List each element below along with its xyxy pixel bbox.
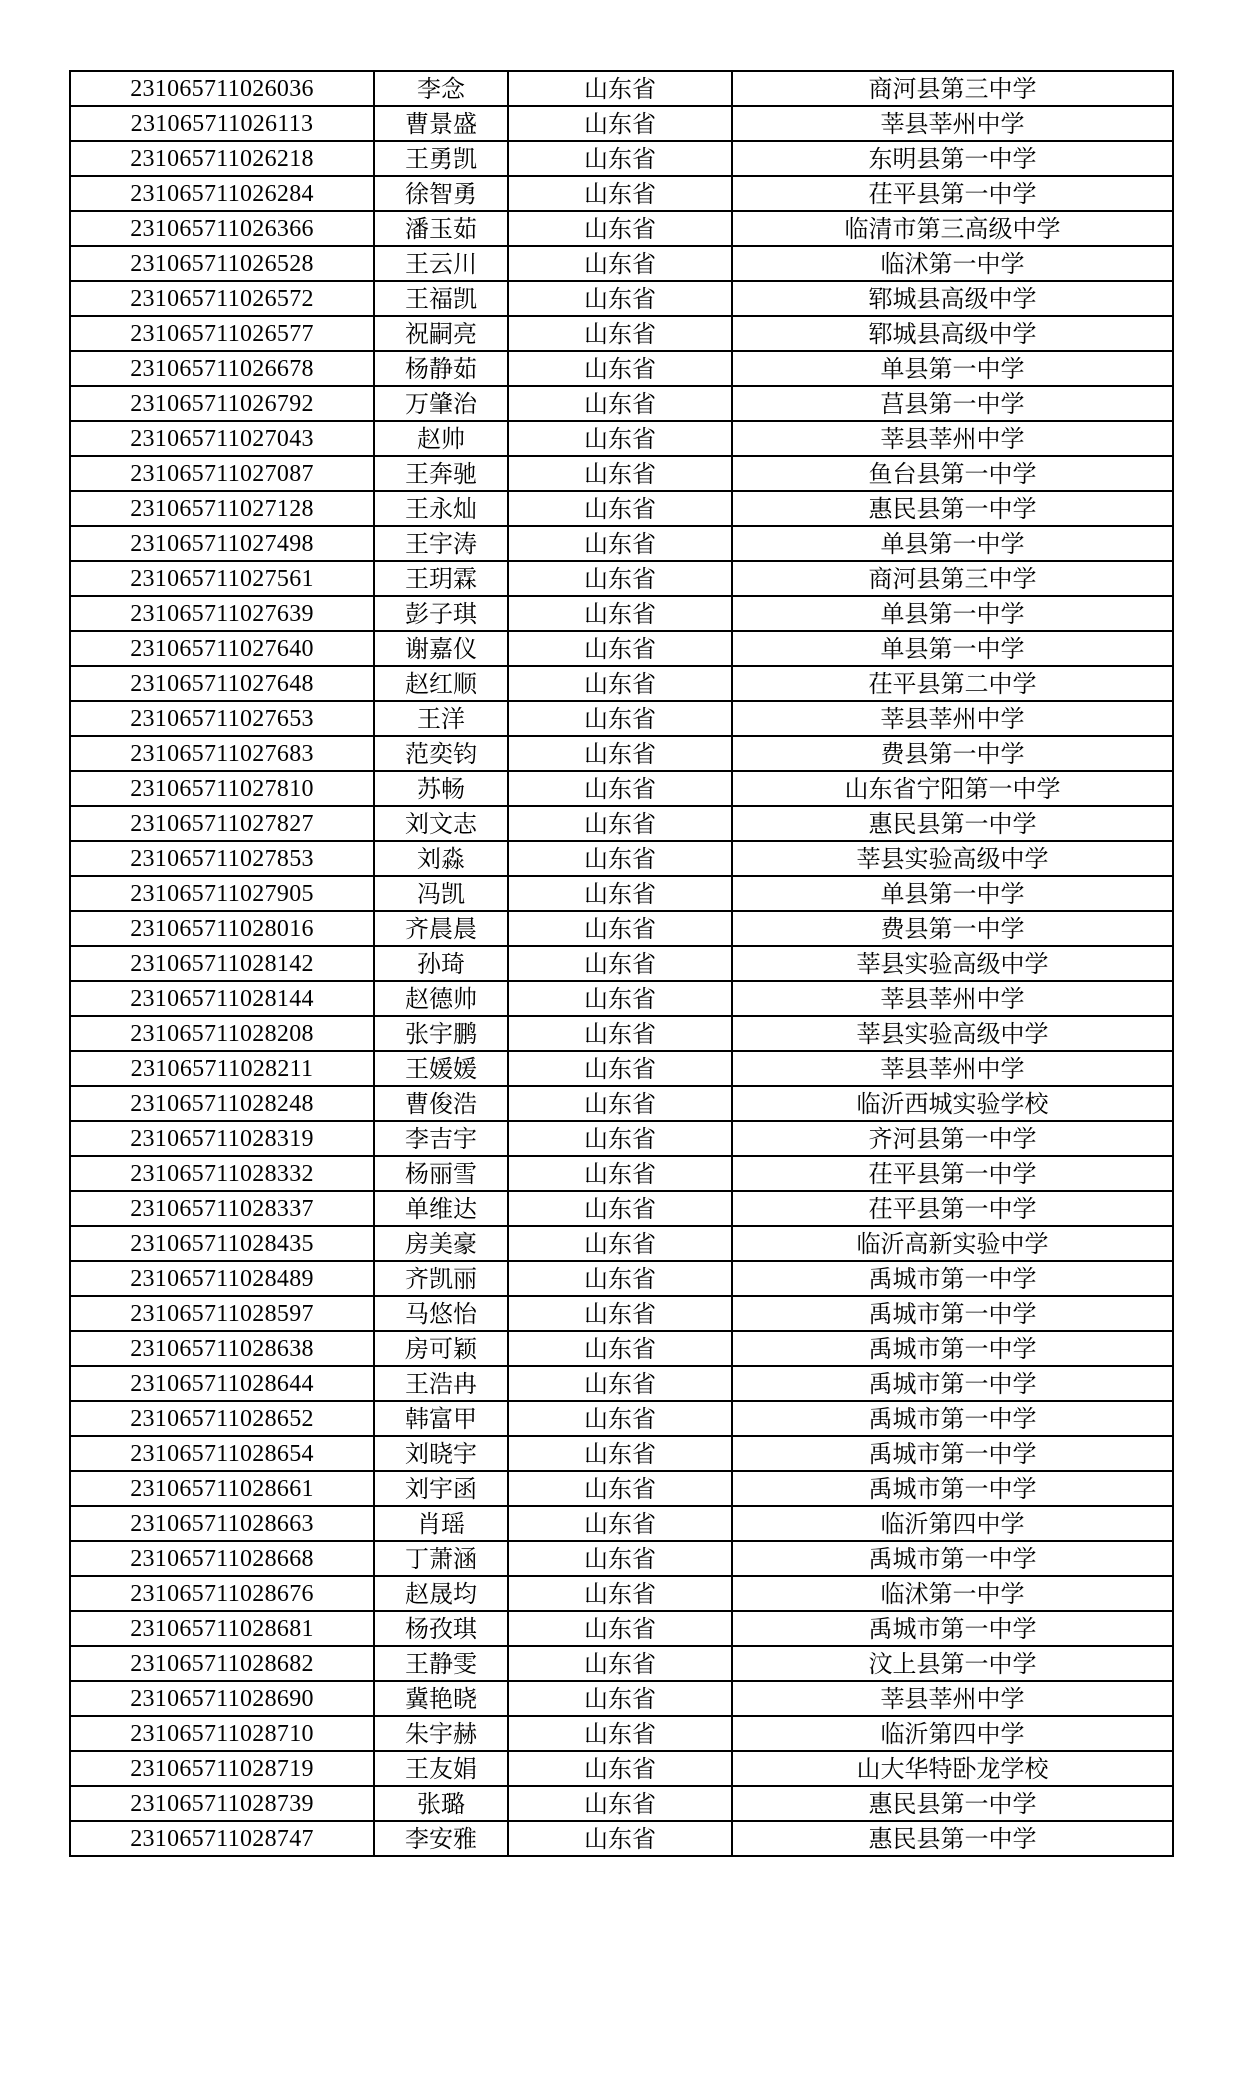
province-cell: 山东省	[508, 1156, 732, 1191]
student-name-cell: 潘玉茹	[374, 211, 508, 246]
student-name-cell: 王云川	[374, 246, 508, 281]
province-cell: 山东省	[508, 71, 732, 106]
table-row	[70, 841, 1173, 876]
table-row	[70, 141, 1173, 176]
school-cell: 禹城市第一中学	[732, 1331, 1173, 1366]
student-name-cell: 李吉宇	[374, 1121, 508, 1156]
table-row	[70, 1541, 1173, 1576]
province-cell: 山东省	[508, 351, 732, 386]
province-cell: 山东省	[508, 841, 732, 876]
table-row	[70, 1716, 1173, 1751]
student-name-cell: 王永灿	[374, 491, 508, 526]
candidate-id-cell: 231065711028663	[70, 1506, 374, 1541]
province-cell: 山东省	[508, 246, 732, 281]
candidate-id-cell: 231065711028208	[70, 1016, 374, 1051]
province-cell: 山东省	[508, 1611, 732, 1646]
student-name-cell: 房可颖	[374, 1331, 508, 1366]
student-name-cell: 谢嘉仪	[374, 631, 508, 666]
candidate-id-cell: 231065711027905	[70, 876, 374, 911]
student-name-cell: 王友娟	[374, 1751, 508, 1786]
student-name-cell: 丁萧涵	[374, 1541, 508, 1576]
student-name-cell: 王玥霖	[374, 561, 508, 596]
school-cell: 莘县莘州中学	[732, 981, 1173, 1016]
school-cell: 禹城市第一中学	[732, 1541, 1173, 1576]
table-row	[70, 386, 1173, 421]
province-cell: 山东省	[508, 211, 732, 246]
candidate-id-cell: 231065711028690	[70, 1681, 374, 1716]
table-row	[70, 1226, 1173, 1261]
student-name-cell: 杨孜琪	[374, 1611, 508, 1646]
table-row	[70, 1751, 1173, 1786]
student-name-cell: 房美豪	[374, 1226, 508, 1261]
school-cell: 惠民县第一中学	[732, 806, 1173, 841]
student-name-cell: 王奔驰	[374, 456, 508, 491]
candidate-id-cell: 231065711026792	[70, 386, 374, 421]
province-cell: 山东省	[508, 526, 732, 561]
table-row	[70, 176, 1173, 211]
school-cell: 山东省宁阳第一中学	[732, 771, 1173, 806]
student-name-cell: 万肇治	[374, 386, 508, 421]
table-row	[70, 1156, 1173, 1191]
school-cell: 惠民县第一中学	[732, 491, 1173, 526]
candidate-id-cell: 231065711028661	[70, 1471, 374, 1506]
student-name-cell: 王宇涛	[374, 526, 508, 561]
table-row	[70, 1506, 1173, 1541]
school-cell: 费县第一中学	[732, 736, 1173, 771]
province-cell: 山东省	[508, 106, 732, 141]
school-cell: 临沭第一中学	[732, 1576, 1173, 1611]
school-cell: 莘县莘州中学	[732, 701, 1173, 736]
student-name-cell: 杨丽雪	[374, 1156, 508, 1191]
school-cell: 东明县第一中学	[732, 141, 1173, 176]
province-cell: 山东省	[508, 141, 732, 176]
table-row	[70, 1296, 1173, 1331]
student-name-cell: 肖瑶	[374, 1506, 508, 1541]
province-cell: 山东省	[508, 1401, 732, 1436]
province-cell: 山东省	[508, 1051, 732, 1086]
province-cell: 山东省	[508, 1016, 732, 1051]
table-row	[70, 666, 1173, 701]
table-row	[70, 1611, 1173, 1646]
candidate-id-cell: 231065711026218	[70, 141, 374, 176]
province-cell: 山东省	[508, 281, 732, 316]
table-row	[70, 211, 1173, 246]
candidate-id-cell: 231065711028638	[70, 1331, 374, 1366]
student-name-cell: 赵帅	[374, 421, 508, 456]
school-cell: 茌平县第一中学	[732, 176, 1173, 211]
candidate-id-cell: 231065711026113	[70, 106, 374, 141]
candidate-id-cell: 231065711028597	[70, 1296, 374, 1331]
province-cell: 山东省	[508, 386, 732, 421]
student-name-cell: 徐智勇	[374, 176, 508, 211]
student-name-cell: 赵晟均	[374, 1576, 508, 1611]
candidate-id-cell: 231065711026528	[70, 246, 374, 281]
candidate-id-cell: 231065711028654	[70, 1436, 374, 1471]
province-cell: 山东省	[508, 666, 732, 701]
school-cell: 商河县第三中学	[732, 561, 1173, 596]
province-cell: 山东省	[508, 1506, 732, 1541]
student-name-cell: 赵红顺	[374, 666, 508, 701]
province-cell: 山东省	[508, 1261, 732, 1296]
province-cell: 山东省	[508, 946, 732, 981]
table-row	[70, 1786, 1173, 1821]
candidate-id-cell: 231065711026036	[70, 71, 374, 106]
school-cell: 临沂第四中学	[732, 1506, 1173, 1541]
table-row	[70, 806, 1173, 841]
student-name-cell: 王福凯	[374, 281, 508, 316]
province-cell: 山东省	[508, 421, 732, 456]
table-row	[70, 1121, 1173, 1156]
school-cell: 单县第一中学	[732, 631, 1173, 666]
table-row	[70, 1261, 1173, 1296]
candidate-id-cell: 231065711028710	[70, 1716, 374, 1751]
candidate-id-cell: 231065711026366	[70, 211, 374, 246]
school-cell: 禹城市第一中学	[732, 1436, 1173, 1471]
province-cell: 山东省	[508, 1436, 732, 1471]
table-row	[70, 631, 1173, 666]
student-name-cell: 曹俊浩	[374, 1086, 508, 1121]
candidate-id-cell: 231065711028668	[70, 1541, 374, 1576]
table-row	[70, 71, 1173, 106]
province-cell: 山东省	[508, 771, 732, 806]
table-row	[70, 946, 1173, 981]
candidate-id-cell: 231065711026577	[70, 316, 374, 351]
table-row	[70, 596, 1173, 631]
table-row	[70, 246, 1173, 281]
table-row	[70, 1051, 1173, 1086]
province-cell: 山东省	[508, 1751, 732, 1786]
province-cell: 山东省	[508, 1296, 732, 1331]
school-cell: 莘县实验高级中学	[732, 1016, 1173, 1051]
table-row	[70, 1576, 1173, 1611]
student-name-cell: 张璐	[374, 1786, 508, 1821]
table-row	[70, 1821, 1173, 1856]
student-name-cell: 冀艳晓	[374, 1681, 508, 1716]
school-cell: 费县第一中学	[732, 911, 1173, 946]
student-name-cell: 马悠怡	[374, 1296, 508, 1331]
province-cell: 山东省	[508, 176, 732, 211]
student-name-cell: 单维达	[374, 1191, 508, 1226]
candidate-id-cell: 231065711027561	[70, 561, 374, 596]
candidate-id-cell: 231065711028719	[70, 1751, 374, 1786]
province-cell: 山东省	[508, 631, 732, 666]
school-cell: 临沂第四中学	[732, 1716, 1173, 1751]
school-cell: 莘县实验高级中学	[732, 841, 1173, 876]
province-cell: 山东省	[508, 596, 732, 631]
student-name-cell: 祝嗣亮	[374, 316, 508, 351]
province-cell: 山东省	[508, 1366, 732, 1401]
table-row	[70, 1646, 1173, 1681]
student-name-cell: 李安雅	[374, 1821, 508, 1856]
student-name-cell: 王浩冉	[374, 1366, 508, 1401]
school-cell: 商河县第三中学	[732, 71, 1173, 106]
table-row	[70, 736, 1173, 771]
table-row	[70, 526, 1173, 561]
school-cell: 禹城市第一中学	[732, 1296, 1173, 1331]
table-row	[70, 1191, 1173, 1226]
school-cell: 单县第一中学	[732, 876, 1173, 911]
school-cell: 鱼台县第一中学	[732, 456, 1173, 491]
table-row	[70, 1016, 1173, 1051]
table-row	[70, 1401, 1173, 1436]
candidate-id-cell: 231065711028319	[70, 1121, 374, 1156]
student-name-cell: 张宇鹏	[374, 1016, 508, 1051]
candidate-id-cell: 231065711027827	[70, 806, 374, 841]
province-cell: 山东省	[508, 1191, 732, 1226]
province-cell: 山东省	[508, 1646, 732, 1681]
candidate-id-cell: 231065711028337	[70, 1191, 374, 1226]
table-row	[70, 351, 1173, 386]
school-cell: 茌平县第一中学	[732, 1191, 1173, 1226]
province-cell: 山东省	[508, 1681, 732, 1716]
student-name-cell: 赵德帅	[374, 981, 508, 1016]
table-row	[70, 491, 1173, 526]
candidate-id-cell: 231065711027498	[70, 526, 374, 561]
candidate-id-cell: 231065711026572	[70, 281, 374, 316]
table-row	[70, 911, 1173, 946]
student-name-cell: 范奕钧	[374, 736, 508, 771]
school-cell: 禹城市第一中学	[732, 1471, 1173, 1506]
school-cell: 禹城市第一中学	[732, 1401, 1173, 1436]
province-cell: 山东省	[508, 1821, 732, 1856]
student-name-cell: 韩富甲	[374, 1401, 508, 1436]
province-cell: 山东省	[508, 1226, 732, 1261]
school-cell: 临沂高新实验中学	[732, 1226, 1173, 1261]
school-cell: 临沭第一中学	[732, 246, 1173, 281]
candidate-id-cell: 231065711028435	[70, 1226, 374, 1261]
table-row	[70, 1086, 1173, 1121]
student-name-cell: 齐凯丽	[374, 1261, 508, 1296]
student-name-cell: 刘淼	[374, 841, 508, 876]
candidate-id-cell: 231065711027043	[70, 421, 374, 456]
province-cell: 山东省	[508, 1121, 732, 1156]
table-row	[70, 1436, 1173, 1471]
school-cell: 汶上县第一中学	[732, 1646, 1173, 1681]
student-name-cell: 杨静茹	[374, 351, 508, 386]
province-cell: 山东省	[508, 806, 732, 841]
table-row	[70, 106, 1173, 141]
candidate-id-cell: 231065711027640	[70, 631, 374, 666]
school-cell: 莘县莘州中学	[732, 1681, 1173, 1716]
table-row	[70, 1681, 1173, 1716]
school-cell: 禹城市第一中学	[732, 1366, 1173, 1401]
province-cell: 山东省	[508, 1086, 732, 1121]
school-cell: 单县第一中学	[732, 596, 1173, 631]
candidate-id-cell: 231065711027810	[70, 771, 374, 806]
province-cell: 山东省	[508, 1786, 732, 1821]
candidate-id-cell: 231065711028211	[70, 1051, 374, 1086]
table-row	[70, 421, 1173, 456]
province-cell: 山东省	[508, 1716, 732, 1751]
school-cell: 山大华特卧龙学校	[732, 1751, 1173, 1786]
school-cell: 单县第一中学	[732, 526, 1173, 561]
school-cell: 单县第一中学	[732, 351, 1173, 386]
candidate-id-cell: 231065711028144	[70, 981, 374, 1016]
table-row	[70, 1331, 1173, 1366]
province-cell: 山东省	[508, 876, 732, 911]
student-name-cell: 刘宇函	[374, 1471, 508, 1506]
candidate-id-cell: 231065711027853	[70, 841, 374, 876]
province-cell: 山东省	[508, 701, 732, 736]
province-cell: 山东省	[508, 1471, 732, 1506]
student-name-cell: 刘晓宇	[374, 1436, 508, 1471]
table-row	[70, 316, 1173, 351]
candidate-id-cell: 231065711028142	[70, 946, 374, 981]
student-name-cell: 苏畅	[374, 771, 508, 806]
province-cell: 山东省	[508, 1576, 732, 1611]
candidate-id-cell: 231065711028681	[70, 1611, 374, 1646]
table-row	[70, 281, 1173, 316]
school-cell: 禹城市第一中学	[732, 1261, 1173, 1296]
candidate-id-cell: 231065711028652	[70, 1401, 374, 1436]
province-cell: 山东省	[508, 1331, 732, 1366]
school-cell: 临沂西城实验学校	[732, 1086, 1173, 1121]
province-cell: 山东省	[508, 561, 732, 596]
school-cell: 郓城县高级中学	[732, 316, 1173, 351]
table-row	[70, 701, 1173, 736]
table-row	[70, 1366, 1173, 1401]
student-name-cell: 曹景盛	[374, 106, 508, 141]
student-name-cell: 王媛媛	[374, 1051, 508, 1086]
school-cell: 莘县莘州中学	[732, 1051, 1173, 1086]
province-cell: 山东省	[508, 316, 732, 351]
province-cell: 山东省	[508, 491, 732, 526]
school-cell: 莒县第一中学	[732, 386, 1173, 421]
student-name-cell: 孙琦	[374, 946, 508, 981]
candidate-id-cell: 231065711027653	[70, 701, 374, 736]
school-cell: 惠民县第一中学	[732, 1821, 1173, 1856]
table-row	[70, 1471, 1173, 1506]
student-name-cell: 朱宇赫	[374, 1716, 508, 1751]
school-cell: 临清市第三高级中学	[732, 211, 1173, 246]
candidate-id-cell: 231065711028332	[70, 1156, 374, 1191]
school-cell: 莘县莘州中学	[732, 106, 1173, 141]
candidate-id-cell: 231065711028248	[70, 1086, 374, 1121]
province-cell: 山东省	[508, 456, 732, 491]
candidate-id-cell: 231065711027648	[70, 666, 374, 701]
school-cell: 惠民县第一中学	[732, 1786, 1173, 1821]
school-cell: 郓城县高级中学	[732, 281, 1173, 316]
student-name-cell: 齐晨晨	[374, 911, 508, 946]
candidate-id-cell: 231065711028682	[70, 1646, 374, 1681]
province-cell: 山东省	[508, 736, 732, 771]
province-cell: 山东省	[508, 911, 732, 946]
student-name-cell: 王勇凯	[374, 141, 508, 176]
student-name-cell: 彭子琪	[374, 596, 508, 631]
candidate-id-cell: 231065711027087	[70, 456, 374, 491]
candidate-id-cell: 231065711028644	[70, 1366, 374, 1401]
school-cell: 莘县莘州中学	[732, 421, 1173, 456]
school-cell: 茌平县第一中学	[732, 1156, 1173, 1191]
table-row	[70, 456, 1173, 491]
table-row	[70, 981, 1173, 1016]
candidate-id-cell: 231065711027639	[70, 596, 374, 631]
candidate-id-cell: 231065711028489	[70, 1261, 374, 1296]
candidate-id-cell: 231065711027683	[70, 736, 374, 771]
candidate-id-cell: 231065711027128	[70, 491, 374, 526]
candidate-id-cell: 231065711026678	[70, 351, 374, 386]
school-cell: 禹城市第一中学	[732, 1611, 1173, 1646]
student-name-cell: 王静雯	[374, 1646, 508, 1681]
school-cell: 茌平县第二中学	[732, 666, 1173, 701]
student-name-cell: 刘文志	[374, 806, 508, 841]
student-name-cell: 李念	[374, 71, 508, 106]
school-cell: 莘县实验高级中学	[732, 946, 1173, 981]
province-cell: 山东省	[508, 981, 732, 1016]
candidate-id-cell: 231065711028747	[70, 1821, 374, 1856]
province-cell: 山东省	[508, 1541, 732, 1576]
candidate-id-cell: 231065711028676	[70, 1576, 374, 1611]
student-name-cell: 冯凯	[374, 876, 508, 911]
table-row	[70, 771, 1173, 806]
table-row	[70, 876, 1173, 911]
candidate-id-cell: 231065711028016	[70, 911, 374, 946]
student-name-cell: 王洋	[374, 701, 508, 736]
candidate-id-cell: 231065711028739	[70, 1786, 374, 1821]
roster-body	[70, 71, 1173, 1856]
school-cell: 齐河县第一中学	[732, 1121, 1173, 1156]
roster-table	[69, 70, 1174, 1857]
candidate-id-cell: 231065711026284	[70, 176, 374, 211]
table-row	[70, 561, 1173, 596]
